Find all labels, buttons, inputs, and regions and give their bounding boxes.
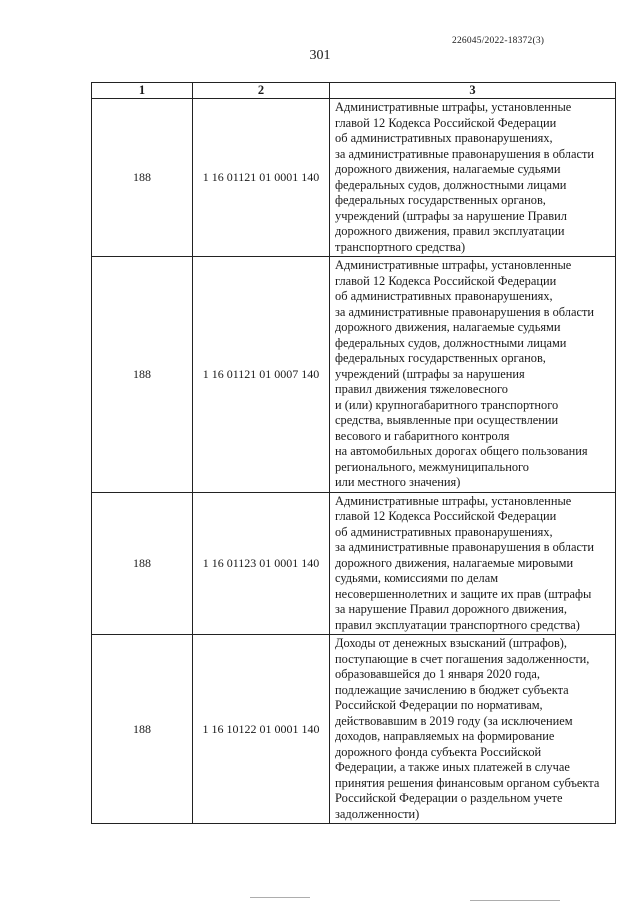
description-line: Российской Федерации по нормативам, (335, 698, 543, 712)
description-line: несовершеннолетних и защите их прав (штрафы (335, 586, 592, 601)
description-line: дорожного движения, правил эксплуатации (335, 224, 565, 238)
budget-classification-code-cell: 1 16 01121 01 0007 140 (193, 257, 330, 493)
description-line: на автомобильных дорогах общего пользования (335, 444, 588, 458)
description-line: поступающие в счет погашения задолженности, (335, 651, 590, 666)
description-line: учреждений (штрафы за нарушение Правил (335, 208, 567, 223)
budget-classification-code-cell: 1 16 01123 01 0001 140 (193, 492, 330, 635)
description-line: дорожного движения, налагаемые судьями (335, 162, 561, 176)
table-row (92, 492, 616, 635)
description-line: за административные правонарушения в области (335, 304, 595, 319)
description-line: дорожного движения, налагаемые судьями (335, 320, 561, 334)
admin-code-cell: 188 (92, 257, 193, 493)
table-row (92, 99, 616, 257)
description-line: Административные штрафы, установленные (335, 258, 572, 272)
description-line: подлежащие зачислению в бюджет субъекта (335, 682, 569, 697)
description-line: за нарушение Правил дорожного движения, (335, 602, 567, 616)
description-line: регионального, межмуниципального (335, 459, 529, 474)
description-line: главой 12 Кодекса Российской Федерации (335, 115, 557, 130)
description-line: дорожного движения, налагаемые мировыми (335, 555, 574, 570)
description-line: судьями, комиссиями по делам (335, 571, 499, 585)
description-line: и (или) крупногабаритного транспортного (335, 397, 559, 412)
budget-classification-code-cell: 1 16 10122 01 0001 140 (193, 635, 330, 824)
page-number: 301 (309, 48, 331, 63)
document-number: 226045/2022-18372(3) (452, 36, 545, 46)
description-line: Доходы от денежных взысканий (штрафов), (335, 636, 568, 650)
description-line: об административных правонарушениях, (335, 524, 553, 539)
description-line: Российской Федерации о раздельном учете (335, 791, 563, 805)
budget-classification-code-cell: 1 16 01121 01 0001 140 (193, 99, 330, 257)
description-line: об административных правонарушениях, (335, 131, 553, 145)
scan-artifact (250, 897, 310, 898)
table-row (92, 635, 616, 824)
description-line: или местного значения) (335, 475, 461, 489)
description-line: правил эксплуатации транспортного средства) (335, 617, 580, 632)
description-line: средства, выявленные при осуществлении (335, 413, 559, 427)
description-line: федеральных государственных органов, (335, 193, 546, 207)
column-header-3: 3 (330, 83, 616, 99)
description-line: главой 12 Кодекса Российской Федерации (335, 273, 557, 288)
description-line: задолженности) (335, 806, 420, 821)
description-line: федеральных государственных органов, (335, 351, 546, 365)
description-line: весового и габаритного контроля (335, 428, 510, 443)
description-line: транспортного средства) (335, 239, 466, 254)
description-line: образовавшейся до 1 января 2020 года, (335, 667, 541, 681)
admin-code-cell: 188 (92, 635, 193, 824)
admin-code-cell: 188 (92, 492, 193, 635)
description-line: действовавшим в 2019 году (за исключением (335, 713, 573, 728)
description-line: дорожного фонда субъекта Российской (335, 744, 542, 759)
admin-code-cell: 188 (92, 99, 193, 257)
description-line: об административных правонарушениях, (335, 289, 553, 303)
description-line: федеральных судов, должностными лицами (335, 335, 567, 350)
description-line: главой 12 Кодекса Российской Федерации (335, 509, 557, 523)
revenue-description-cell (330, 257, 616, 493)
description-line: за административные правонарушения в области (335, 540, 595, 554)
description-line: за административные правонарушения в области (335, 146, 595, 161)
description-line: правил движения тяжеловесного (335, 382, 508, 396)
scan-artifact (470, 900, 560, 901)
budget-codes-table (91, 82, 616, 824)
column-header-2: 2 (193, 83, 330, 99)
revenue-description-cell (330, 99, 616, 257)
column-header-1: 1 (92, 83, 193, 99)
revenue-description-cell (330, 635, 616, 824)
description-line: федеральных судов, должностными лицами (335, 177, 567, 192)
table-row (92, 257, 616, 493)
table-header-row (92, 83, 616, 99)
revenue-description-cell (330, 492, 616, 635)
description-line: учреждений (штрафы за нарушения (335, 366, 525, 381)
description-line: принятия решения финансовым органом субъекта (335, 775, 600, 790)
description-line: доходов, направляемых на формирование (335, 729, 555, 743)
description-line: Федерации, а также иных платежей в случае (335, 760, 570, 774)
description-line: Административные штрафы, установленные (335, 100, 572, 114)
description-line: Административные штрафы, установленные (335, 493, 572, 508)
